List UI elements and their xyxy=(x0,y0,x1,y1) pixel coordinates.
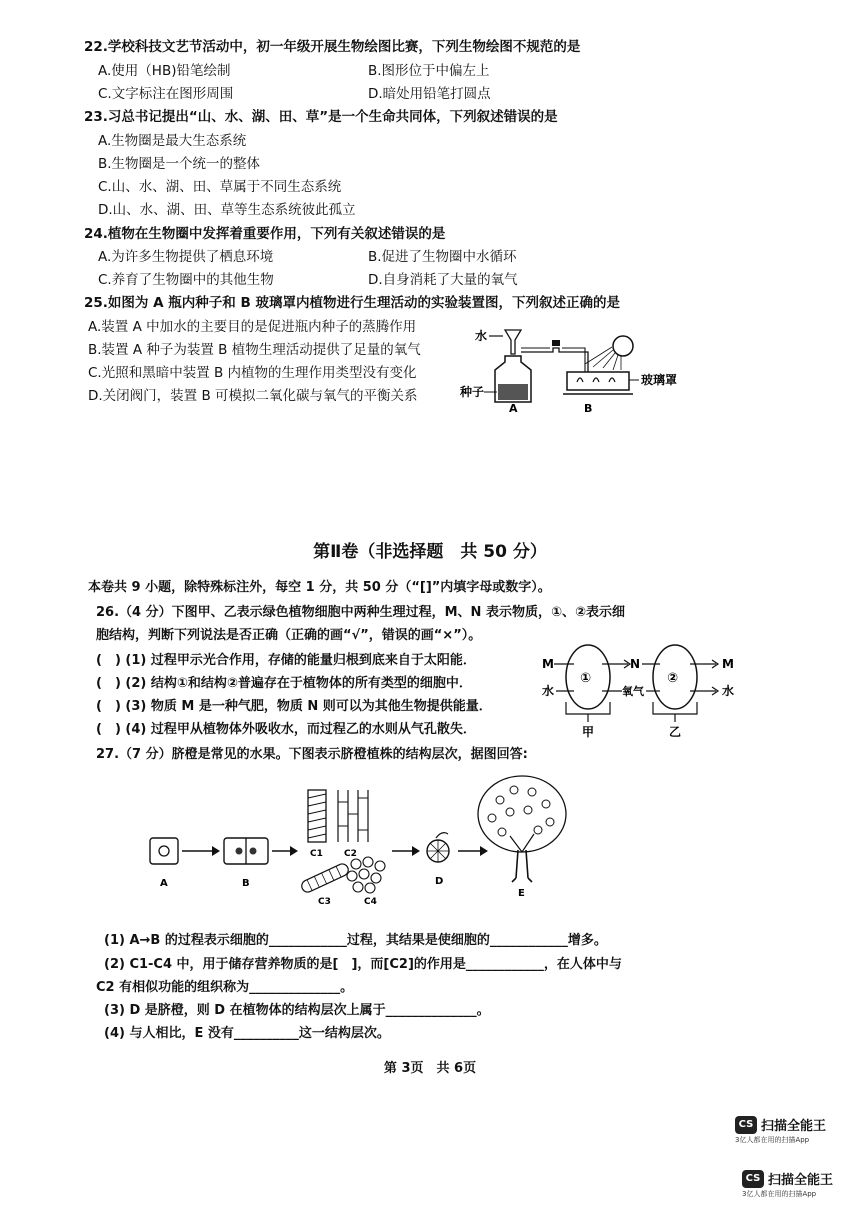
fig26-yi-label: 乙 xyxy=(669,725,682,739)
q27-stem: 27.（7 分）脐橙是常见的水果。下图表示脐橙植株的结构层次，据图回答: xyxy=(96,747,528,762)
fig27-d-label: D xyxy=(435,876,444,887)
cs-logo-icon: CS xyxy=(742,1170,764,1188)
q26-stem-line2: 胞结构，判断下列说法是否正确（正确的画“√”，错误的画“×”）。 xyxy=(96,628,482,643)
q27-sub-2b: C2 有相似功能的组织称为______________。 xyxy=(96,980,354,995)
q26-item-1: ( ) (1) 过程甲示光合作用，存储的能量归根到底来自于太阳能． xyxy=(96,653,476,668)
q25-option-d: D.关闭阀门，装置 B 可模拟二氧化碳与氧气的平衡关系 xyxy=(88,388,418,404)
fig26-m-right: M xyxy=(722,657,734,671)
tissue-c4-icon xyxy=(347,857,385,893)
q23-option-c: C.山、水、湖、田、草属于不同生态系统 xyxy=(98,179,342,195)
fig27-a-label: A xyxy=(160,878,168,889)
valve-icon xyxy=(552,340,560,346)
single-cell-icon xyxy=(150,838,178,864)
q25-apparatus-figure xyxy=(455,320,695,416)
fig26-n-label: N xyxy=(630,657,641,671)
fig27-c3-label: C3 xyxy=(318,897,331,907)
q26-item-3: ( ) (3) 物质 M 是一种气肥，物质 N 则可以为其他生物提供能量． xyxy=(96,699,492,714)
q25-option-a: A.装置 A 中加水的主要目的是促进瓶内种子的蒸腾作用 xyxy=(88,319,417,335)
tissue-c1-icon xyxy=(308,790,326,842)
q22-option-d: D.暗处用铅笔打圆点 xyxy=(368,86,491,102)
orange-tree-icon xyxy=(478,776,566,882)
page-footer: 第 3页 共 6页 xyxy=(383,1061,477,1076)
q26-item-2: ( ) (2) 结构①和结构②普遍存在于植物体的所有类型的细胞中． xyxy=(96,676,472,691)
q27-sub-4: (4) 与人相比，E 没有__________这一结构层次。 xyxy=(104,1026,390,1041)
q22-option-c: C.文字标注在图形周围 xyxy=(98,86,234,102)
fig26-structure-2: ② xyxy=(667,671,679,686)
watermark-slogan: 3亿人都在用的扫描App xyxy=(735,1136,810,1144)
fig25-b-label: B xyxy=(584,402,593,415)
fig27-c2-label: C2 xyxy=(344,849,357,859)
q27-sub-2a: (2) C1-C4 中，用于储存营养物质的是[ ]，而[C2]的作用是____________，在人体中与 xyxy=(104,957,622,972)
fig25-glass-label: 玻璃罩 xyxy=(641,373,678,387)
watermark-brand: 扫描全能王 xyxy=(761,1119,827,1134)
plants-icon xyxy=(577,378,615,382)
q27-sub-1: (1) A→B 的过程表示细胞的____________过程，其结果是使细胞的____________增多。 xyxy=(104,933,607,948)
section-note: 本卷共 9 小题，除特殊标注外，每空 1 分，共 50 分（“[]”内填字母或数字）。 xyxy=(88,580,551,595)
q22-option-b: B.图形位于中偏左上 xyxy=(368,63,490,79)
fig26-jia-label: 甲 xyxy=(582,725,595,739)
section-title: 第Ⅱ卷（非选择题 共 50 分） xyxy=(313,542,547,562)
q24-option-d: D.自身消耗了大量的氧气 xyxy=(368,272,518,288)
fig25-seed-label: 种子 xyxy=(460,385,485,399)
tissue-c3-icon xyxy=(300,862,350,894)
q26-item-4: ( ) (4) 过程甲从植物体外吸收水，而过程乙的水则从气孔散失． xyxy=(96,722,476,737)
fig26-oxygen-label: 氧气 xyxy=(622,685,644,698)
q23-option-a: A.生物圈是最大生态系统 xyxy=(98,133,247,149)
watermark-brand: 扫描全能王 xyxy=(768,1173,834,1188)
q22-stem: 22.学校科技文艺节活动中，初一年级开展生物绘图比赛，下列生物绘图不规范的是 xyxy=(84,39,581,55)
tissue-c2-icon xyxy=(338,790,368,842)
scanner-watermark-1 xyxy=(735,1114,826,1145)
fig26-water-left: 水 xyxy=(542,684,555,698)
q25-option-b: B.装置 A 种子为装置 B 植物生理活动提供了足量的氧气 xyxy=(88,342,421,358)
q24-stem: 24.植物在生物圈中发挥着重要作用，下列有关叙述错误的是 xyxy=(84,226,446,242)
fig26-structure-1: ① xyxy=(580,671,592,686)
fig27-c1-label: C1 xyxy=(310,849,323,859)
fig25-water-label: 水 xyxy=(475,329,488,343)
q24-option-b: B.促进了生物圈中水循环 xyxy=(368,249,517,265)
watermark-slogan: 3亿人都在用的扫描App xyxy=(742,1190,817,1198)
fig27-e-label: E xyxy=(518,888,525,899)
q25-option-c: C.光照和黑暗中装置 B 内植物的生理作用类型没有变化 xyxy=(88,365,417,381)
q24-option-a: A.为许多生物提供了栖息环境 xyxy=(98,249,274,265)
q23-option-d: D.山、水、湖、田、草等生态系统彼此孤立 xyxy=(98,202,356,218)
fig26-m-left: M xyxy=(542,657,554,671)
q26-process-figure xyxy=(540,640,750,740)
q22-option-a: A.使用（HB)铅笔绘制 xyxy=(98,63,231,79)
navel-orange-icon xyxy=(427,833,449,862)
q27-structure-figure xyxy=(140,770,620,920)
lamp-icon xyxy=(613,336,633,356)
cs-logo-icon: CS xyxy=(735,1116,757,1134)
fig26-water-right: 水 xyxy=(722,684,735,698)
q26-stem-line1: 26.（4 分）下图甲、乙表示绿色植物细胞中两种生理过程，M、N 表示物质，①、②表示细 xyxy=(96,605,625,620)
q25-stem: 25.如图为 A 瓶内种子和 B 玻璃罩内植物进行生理活动的实验装置图，下列叙述正确的是 xyxy=(84,295,620,311)
q24-option-c: C.养育了生物圈中的其他生物 xyxy=(98,272,274,288)
q27-sub-3: (3) D 是脐橙，则 D 在植物体的结构层次上属于______________。 xyxy=(104,1003,490,1018)
q23-stem: 23.习总书记提出“山、水、湖、田、草”是一个生命共同体，下列叙述错误的是 xyxy=(84,109,558,125)
seeds-icon xyxy=(498,384,528,400)
q23-option-b: B.生物圈是一个统一的整体 xyxy=(98,156,261,172)
scanner-watermark-2 xyxy=(742,1168,833,1199)
fig25-a-label: A xyxy=(509,402,518,415)
fig27-c4-label: C4 xyxy=(364,897,377,907)
fig27-b-label: B xyxy=(242,878,250,889)
funnel-icon xyxy=(505,330,521,354)
